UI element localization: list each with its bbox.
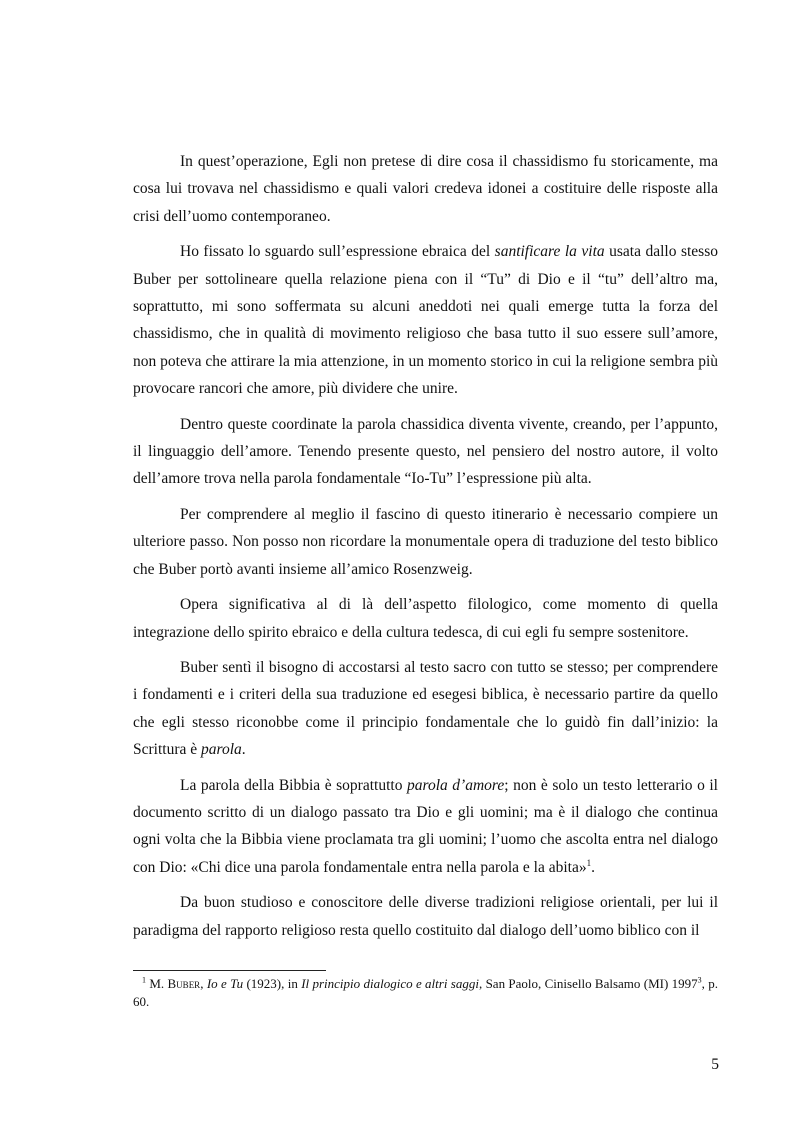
paragraph: [133, 238, 718, 402]
paragraph-text: .: [591, 858, 595, 876]
footnote-title: Io e Tu: [206, 976, 244, 991]
footnote-year: (1923), in: [243, 976, 302, 991]
footnote-publisher: , San Paolo, Cinisello Balsamo (MI) 1997: [478, 976, 698, 991]
footnote-pages: , p. 60.: [133, 976, 719, 1009]
paragraph: [133, 889, 718, 944]
paragraph: [133, 411, 718, 493]
paragraph-text: In quest’operazione, Egli non pretese di dire cosa il chassidismo fu storicamente, ma cosa lui trovava nel chassidismo e quali valori credeva idonei a costituire delle risposte alla crisi dell’uomo contemporaneo.: [133, 153, 718, 225]
footnote-reference[interactable]: 1: [586, 857, 592, 868]
paragraph-text: ; non è solo un testo letterario o il documento scritto di un dialogo passato tra Dio e gli uomini; ma è il dialogo che continua ogni volta che la Bibbia viene proclamata tra gli uomini; l’uomo che ascolta entra nel dialogo con Dio: «Chi dice una parola fondamentale entra nella parola e la abita»: [133, 776, 718, 876]
paragraph-text: usata dallo stesso Buber per sottolineare quella relazione piena con il “Tu” di Dio e il “tu” dell’altro ma, soprattutto, mi sono soffermata su alcuni aneddoti nei quali emerge tutta la forza del chassidismo, che in qualità di movimento religioso che basa tutto il suo essere sull’amore, non poteva che attirare la mia attenzione, in un momento storico in cui la religione sembra più provocare rancori che amore, più dividere che unire.: [133, 243, 718, 398]
footnote-book-title: Il principio dialogico e altri saggi: [301, 976, 479, 991]
footnote-number: 1: [142, 975, 146, 985]
paragraph: [133, 654, 718, 764]
paragraph-text: La parola della Bibbia è soprattutto: [180, 776, 407, 794]
italic-phrase: parola d’amore: [407, 776, 505, 794]
paragraph-text: Dentro queste coordinate la parola chassidica diventa vivente, creando, per l’appunto, il linguaggio dell’amore. Tenendo presente questo, nel pensiero del nostro autore, il volto dell’amore trova nella parola fondamentale “Io-Tu” l’espressione più alta.: [133, 415, 718, 488]
footnote-author-initial: M.: [146, 976, 168, 991]
paragraph-text: Buber sentì il bisogno di accostarsi al testo sacro con tutto se stesso; per comprendere i fondamenti e i criteri della sua traduzione ed esegesi biblica, è necessario partire da quello che egli stesso riconobbe come il principio fondamentale che lo guidò fin dall’inizio: la Scrittura è: [133, 658, 718, 759]
footnote-separator: [133, 970, 326, 971]
italic-phrase: parola: [201, 741, 242, 759]
footnote: [133, 975, 718, 1011]
paragraph: [133, 772, 718, 882]
paragraph-text: Per comprendere al meglio il fascino di questo itinerario è necessario compiere un ulteriore passo. Non posso non ricordare la monumentale opera di traduzione del testo biblico che Buber portò avanti insieme all’amico Rosenzweig.: [133, 505, 718, 578]
paragraph-text: Ho fissato lo sguardo sull’espressione ebraica del: [180, 243, 495, 261]
paragraph: [133, 591, 718, 646]
paragraph: [133, 148, 718, 230]
footnote-separator-text: ,: [200, 976, 207, 991]
paragraph: [133, 501, 718, 583]
body-text: [133, 148, 718, 952]
page-number: 5: [711, 1056, 719, 1073]
paragraph-text: .: [241, 741, 246, 759]
paragraph-text: Opera significativa al di là dell’aspetto filologico, come momento di quella integrazione dello spirito ebraico e della cultura tedesca, di cui egli fu sempre sostenitore.: [133, 596, 718, 641]
footnote-edition: 3: [697, 975, 702, 985]
footnote-author-surname: Buber: [167, 976, 201, 991]
paragraph-text: Da buon studioso e conoscitore delle diverse tradizioni religiose orientali, per lui il paradigma del rapporto religioso resta quello costituito dal dialogo dell’uomo biblico con il: [133, 894, 718, 939]
italic-phrase: santificare la vita: [494, 243, 605, 261]
